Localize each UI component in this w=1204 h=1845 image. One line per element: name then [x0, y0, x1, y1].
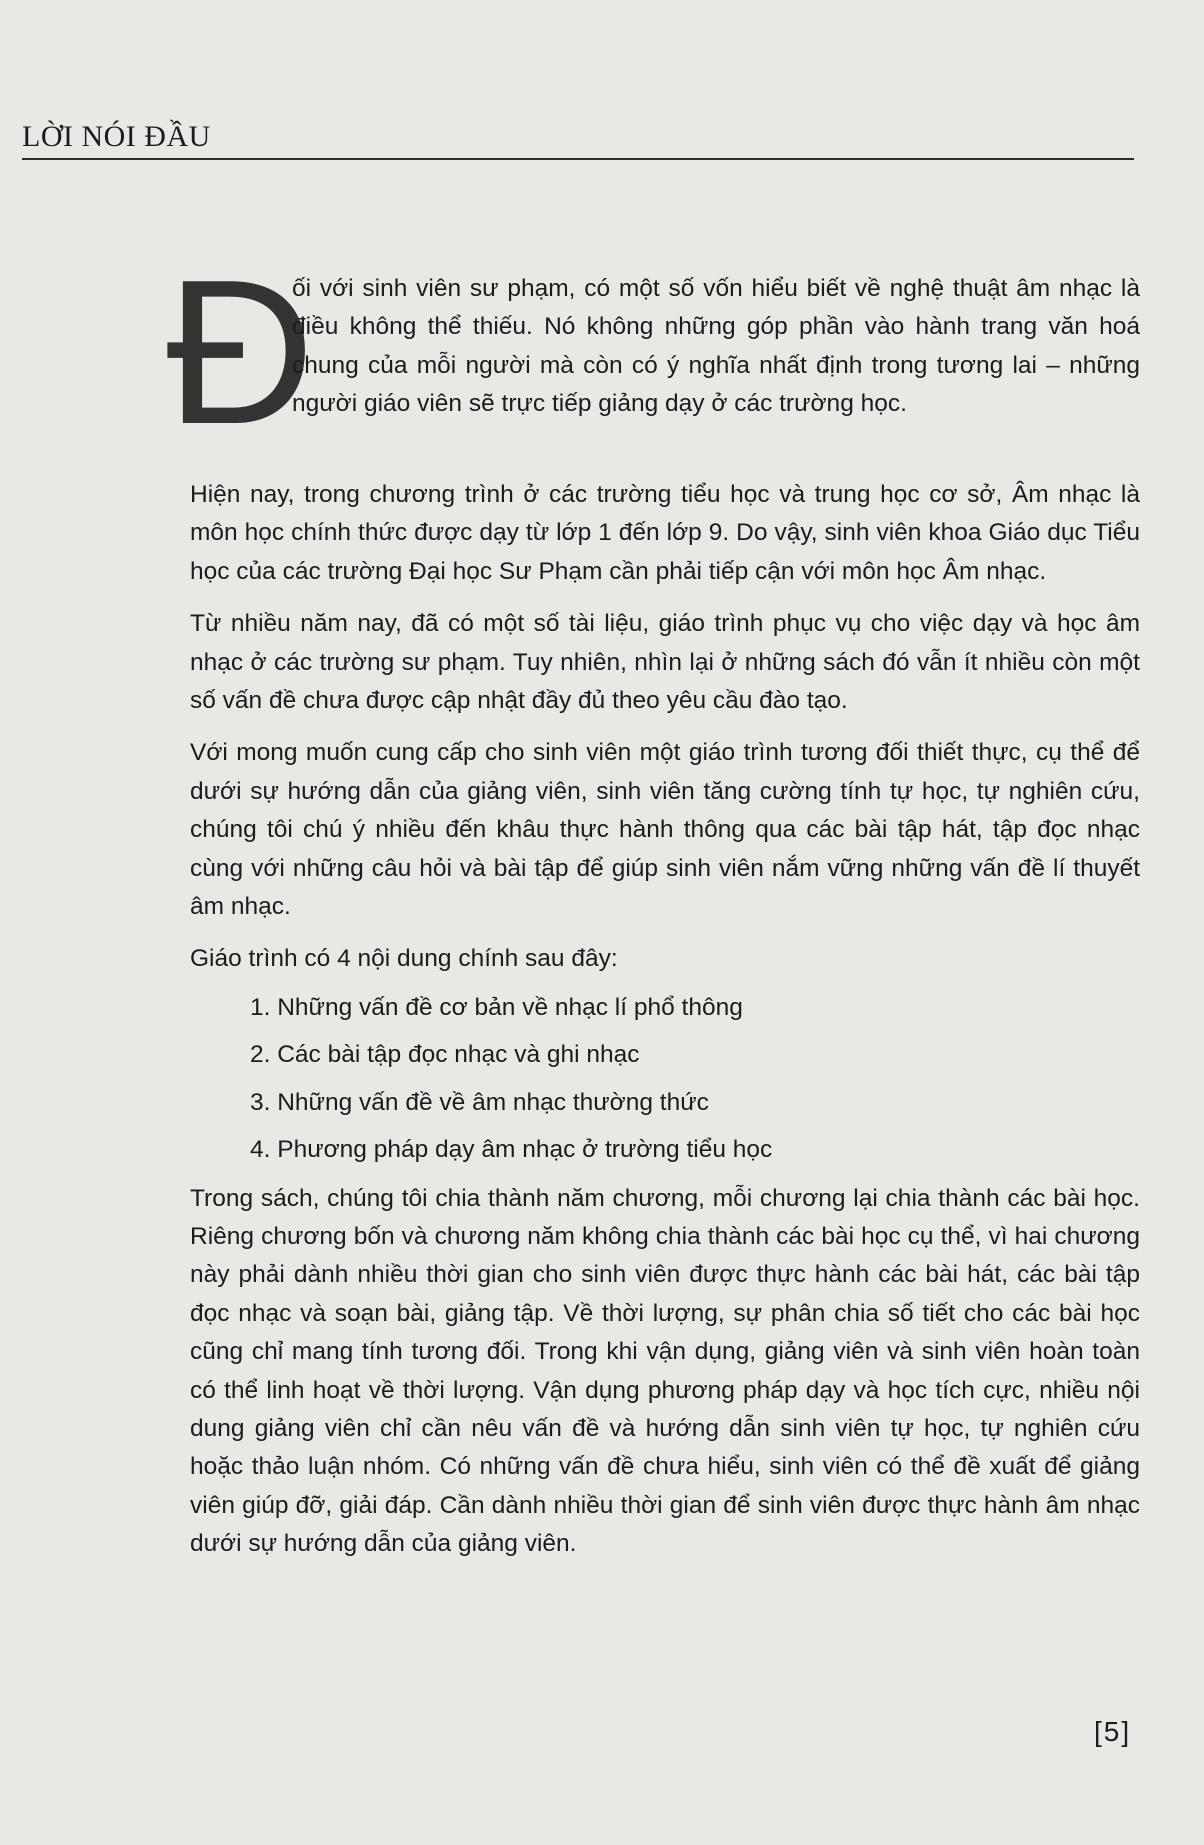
- page-header: [22, 122, 1134, 160]
- list-intro: Giáo trình có 4 nội dung chính sau đây:: [190, 945, 618, 973]
- content-list: [190, 989, 1140, 1170]
- intro-text: ối với sinh viên sư phạm, có một số vốn hiểu biết về nghệ thuật âm nhạc là điều không thể thiếu. Nó không những góp phần vào hành trang văn hoá chung của mỗi người mà còn có ý nghĩa nhất định trong tương lai – những người giáo viên sẽ trực tiếp giảng dạy ở các trường học.: [292, 275, 1140, 418]
- drop-cap: Đ: [166, 237, 315, 467]
- list-item: 2. Các bài tập đọc nhạc và ghi nhạc: [250, 1041, 640, 1069]
- paragraph: Hiện nay, trong chương trình ở các trường tiểu học và trung học cơ sở, Âm nhạc là môn học chính thức được dạy từ lớp 1 đến lớp 9. Do vậy, sinh viên khoa Giáo dục Tiểu học của các trường Đại học Sư Phạm cần phải tiếp cận với môn học Âm nhạc.: [190, 481, 1140, 585]
- list-item: 4. Phương pháp dạy âm nhạc ở trường tiểu học: [250, 1136, 773, 1164]
- intro-paragraph: [166, 237, 1140, 467]
- list-item: 3. Những vấn đề về âm nhạc thường thức: [250, 1088, 709, 1116]
- list-item: 1. Những vấn đề cơ bản về nhạc lí phổ thông: [250, 993, 743, 1021]
- main-content: [166, 237, 1140, 1578]
- paragraph: Từ nhiều năm nay, đã có một số tài liệu, giáo trình phục vụ cho việc dạy và học âm nhạc ở các trường sư phạm. Tuy nhiên, nhìn lại ở những sách đó vẫn ít nhiều còn một số vấn đề chưa được cập nhật đầy đủ theo yêu cầu đào tạo.: [190, 610, 1140, 715]
- page-number: [5]: [1094, 1716, 1132, 1747]
- paragraph: Với mong muốn cung cấp cho sinh viên một giáo trình tương đối thiết thực, cụ thể để dưới sự hướng dẫn của giảng viên, sinh viên tăng cường tính tự học, tự nghiên cứu, chúng tôi chú ý nhiều đến khâu thực hành thông qua các bài tập hát, tập đọc nhạc cùng với những câu hỏi và bài tập để giúp sinh viên nắm vững những vấn đề lí thuyết âm nhạc.: [190, 739, 1140, 921]
- closing-paragraph: Trong sách, chúng tôi chia thành năm chương, mỗi chương lại chia thành các bài học. Riêng chương bốn và chương năm không chia thành các bài học cụ thể, vì hai chương này phải dành nhiều thời gian cho sinh viên được thực hành các bài hát, các bài tập đọc nhạc và soạn bài, giảng tập. Về thời lượng, sự phân chia số tiết cho các bài học cũng chỉ mang tính tương đối. Trong khi vận dụng, giảng viên và sinh viên hoàn toàn có thể linh hoạt về thời lượng. Vận dụng phương pháp dạy và học tích cực, nhiều nội dung giảng viên chỉ cần nêu vấn đề và hướng dẫn sinh viên tự học, tự nghiên cứu hoặc thảo luận nhóm. Có những vấn đề chưa hiểu, sinh viên có thể đề xuất để giảng viên giúp đỡ, giải đáp. Cần dành nhiều thời gian để sinh viên được thực hành âm nhạc dưới sự hướng dẫn của giảng viên.: [190, 1184, 1140, 1558]
- page-title: LỜI NÓI ĐẦU: [22, 120, 211, 153]
